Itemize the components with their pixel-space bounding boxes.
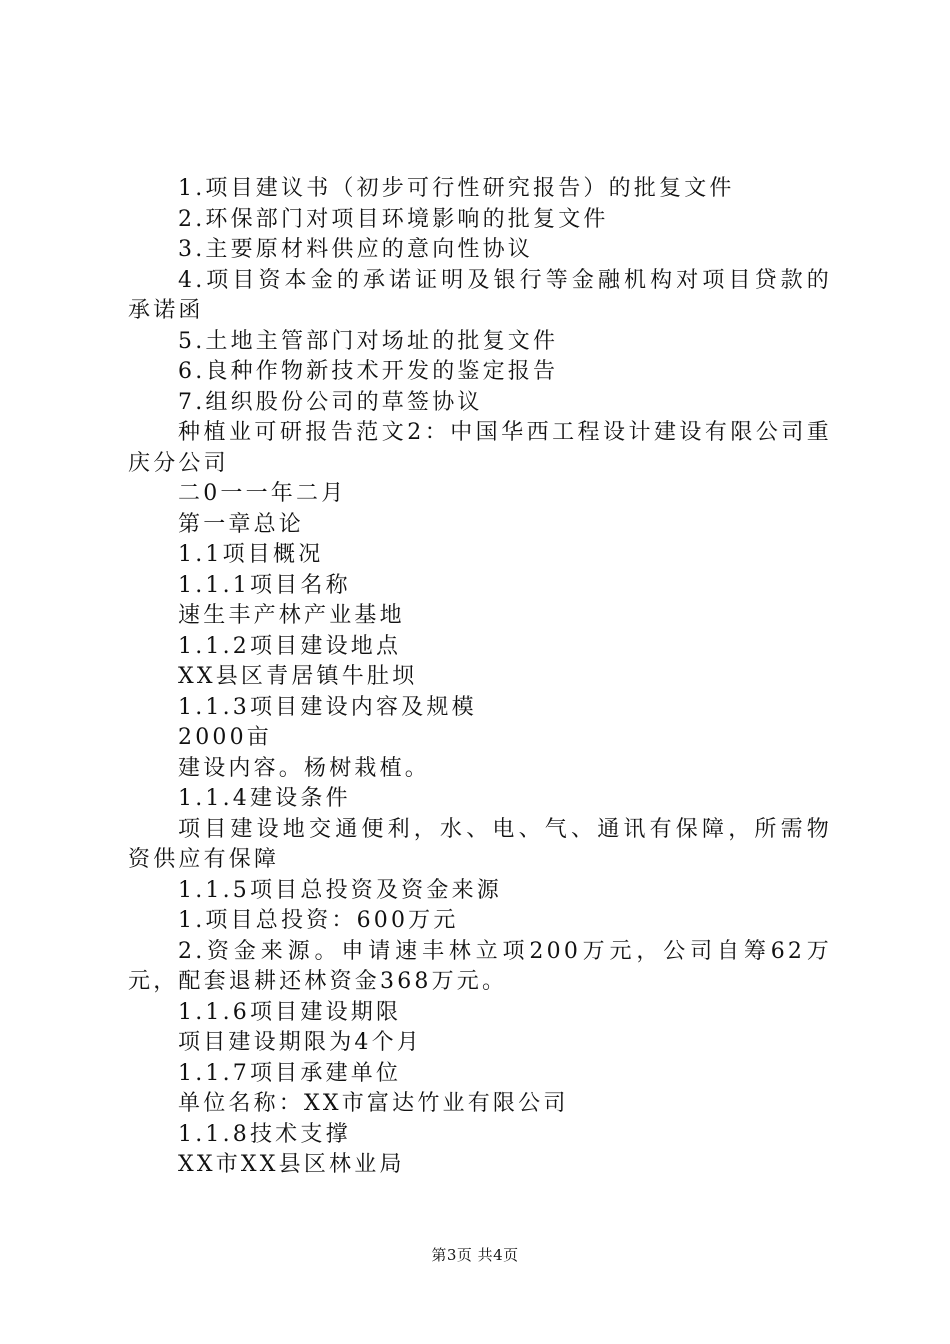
paragraph-23: 2.资金来源。申请速丰林立项200万元，公司自筹62万元，配套退耕还林资金368万元。 — [128, 938, 832, 994]
paragraph-4: 4.项目资本金的承诺证明及银行等金融机构对项目贷款的承诺函 — [128, 267, 832, 323]
paragraph-3: 3.主要原材料供应的意向性协议 — [178, 237, 533, 262]
paragraph-13: 速生丰产林产业基地 — [178, 603, 405, 628]
paragraph-17: 2000亩 — [178, 725, 272, 750]
paragraph-29: XX市XX县区林业局 — [178, 1152, 405, 1177]
paragraph-5: 5.土地主管部门对场址的批复文件 — [178, 328, 559, 354]
paragraph-7: 7.组织股份公司的草签协议 — [178, 389, 483, 415]
paragraph-22: 1.项目总投资：600万元 — [178, 908, 459, 933]
paragraph-6: 6.良种作物新技术开发的鉴定报告 — [178, 359, 559, 384]
subsection-heading-4: 1.1.4建设条件 — [178, 786, 351, 811]
document-body — [128, 174, 832, 1181]
subsection-heading-7: 1.1.7项目承建单位 — [178, 1060, 402, 1086]
subsection-heading-5: 1.1.5项目总投资及资金来源 — [178, 877, 502, 903]
paragraph-18: 建设内容。杨树栽植。 — [178, 755, 431, 781]
paragraph-25: 项目建设期限为4个月 — [178, 1030, 422, 1055]
paragraph-27: 单位名称：XX市富达竹业有限公司 — [178, 1091, 569, 1116]
paragraph-8: 种植业可研报告范文2：中国华西工程设计建设有限公司重庆分公司 — [128, 420, 832, 476]
paragraph-9: 二0一一年二月 — [178, 481, 347, 506]
paragraph-20: 项目建设地交通便利，水、电、气、通讯有保障，所需物资供应有保障 — [128, 816, 832, 872]
subsection-heading-8: 1.1.8技术支撑 — [178, 1121, 351, 1147]
paragraph-1: 1.项目建议书（初步可行性研究报告）的批复文件 — [178, 176, 735, 201]
chapter-heading: 第一章总论 — [178, 511, 305, 537]
subsection-heading-3: 1.1.3项目建设内容及规模 — [178, 694, 477, 720]
subsection-heading-1: 1.1.1项目名称 — [178, 572, 351, 598]
subsection-heading-6: 1.1.6项目建设期限 — [178, 999, 402, 1025]
paragraph-2: 2.环保部门对项目环境影响的批复文件 — [178, 206, 609, 232]
page-number-footer: 第3页 共4页 — [431, 1246, 519, 1264]
paragraph-15: XX县区青居镇牛肚坝 — [178, 664, 418, 689]
section-heading: 1.1项目概况 — [178, 542, 324, 567]
subsection-heading-2: 1.1.2项目建设地点 — [178, 633, 402, 659]
